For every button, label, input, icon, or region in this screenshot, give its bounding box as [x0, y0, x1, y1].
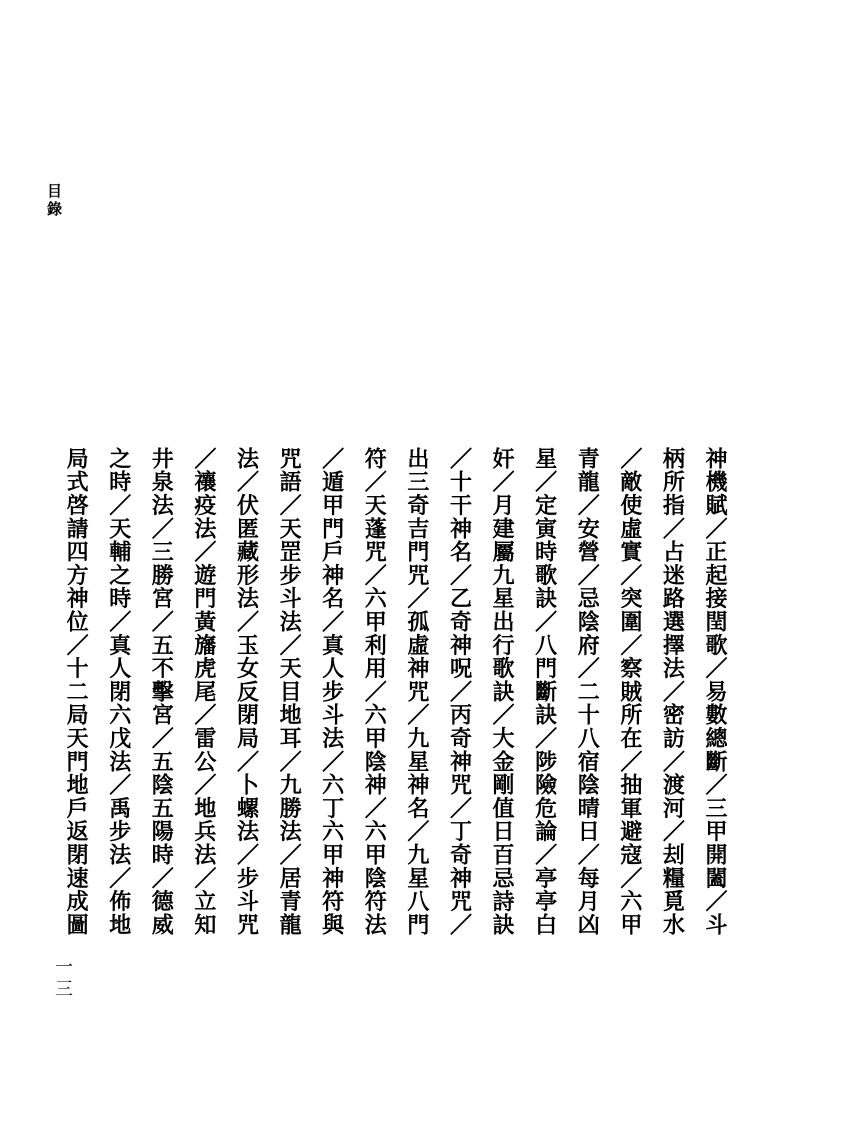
toc-column: 星／定寅時歌訣／八門斷訣／陟險危論／亭亭白: [531, 447, 558, 937]
toc-column: ／敵使虛實／突圍／察賊所在／抽軍避寇／六甲: [616, 447, 643, 937]
page-number: 一三: [52, 957, 73, 1001]
section-label: 目錄: [45, 183, 63, 219]
toc-column: ／遁甲門戶神名／真人步斗法／六丁六甲神符與: [318, 447, 345, 937]
toc-column: 青龍／安營／忌陰府／二十八宿陰晴日／每月凶: [574, 447, 601, 937]
toc-column: 法／伏匿藏形法／玉女反閉局／卜螺法／步斗咒: [233, 447, 260, 937]
toc-column: 咒語／天罡步斗法／天目地耳／九勝法／居青龍: [276, 447, 303, 937]
toc-column: 符／天蓬咒／六甲利用／六甲陰神／六甲陰符法: [361, 447, 388, 937]
toc-column: 之時／天輔之時／真人閉六戊法／禹步法／佈地: [105, 447, 132, 937]
toc-text-block: [63, 447, 736, 937]
toc-column: 柄所指／占迷路選擇法／密訪／渡河／刦糧覓水: [659, 447, 686, 937]
toc-column: 神機賦／正起接閏歌／易數總斷／三甲開闔／斗: [702, 447, 728, 937]
toc-column: ／十干神名／乙奇神呪／丙奇神咒／丁奇神咒／: [446, 447, 473, 937]
toc-column: ／禳疫法／遊門黃旛虎尾／雷公／地兵法／立知: [190, 447, 217, 937]
toc-column: 奸／月建屬九星出行歌訣／大金剛值日百忌詩訣: [489, 447, 516, 937]
toc-column: 井泉法／三勝宮／五不擊宮／五陰五陽時／德威: [148, 447, 175, 937]
toc-column: 局式啓請四方神位／十二局天門地戶返閉速成圖: [63, 447, 90, 937]
toc-column: 出三奇吉門咒／孤虛神咒／九星神名／九星八門: [403, 447, 430, 937]
